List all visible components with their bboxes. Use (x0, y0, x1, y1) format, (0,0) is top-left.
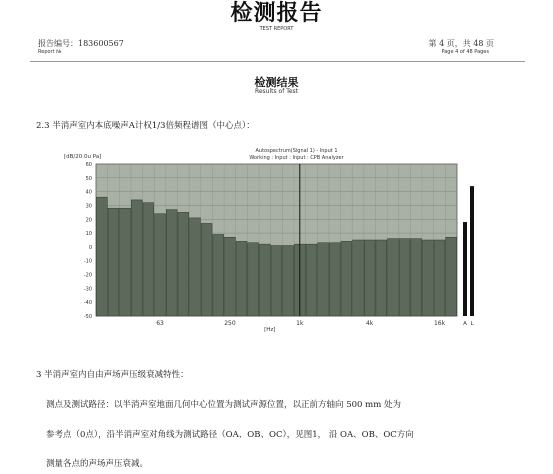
spectrum-bar (190, 218, 201, 316)
item-2-3-heading: 2.3 半消声室内本底噪声A计权1/3倍频程谱图（中心点）： (36, 121, 255, 131)
spectrum-bar (364, 240, 375, 316)
y-tick-label: -50 (83, 314, 92, 320)
spectrum-bar (422, 240, 433, 316)
report-number: 报告编号：183600567 (38, 39, 124, 48)
spectrum-bar (96, 197, 107, 316)
y-tick-label: -30 (83, 286, 92, 293)
spectrum-bar (236, 241, 247, 316)
y-axis-label: [dB/20.0u Pa] (64, 154, 102, 160)
x-tick-label: 250 (224, 320, 236, 327)
spectrum-bar (213, 234, 224, 316)
spectrum-bar (108, 208, 119, 316)
x-tick-label: 1k (296, 320, 304, 327)
report-title: 检测报告 (230, 0, 323, 26)
item-3-heading: 3 半消声室内自由声场声压级衰减特性： (36, 370, 189, 380)
spectrum-bar (155, 214, 166, 316)
spectrum-bar (201, 223, 212, 316)
spectrum-bar (376, 240, 387, 316)
spectrum-bar (411, 239, 422, 316)
y-tick-label: 60 (85, 162, 92, 168)
linear-total-bar (470, 186, 474, 316)
spectrum-bar (283, 246, 294, 316)
page-number: 第 4 页，共 48 页 (428, 39, 494, 48)
report-subtitle: TEST REPORT (259, 26, 294, 32)
spectrum-bar (318, 243, 329, 316)
report-number-en: Report № (38, 49, 62, 55)
spectrum-bar (306, 244, 317, 316)
y-tick-label: 10 (85, 231, 92, 238)
spectrum-bar (248, 243, 259, 316)
chart-subtitle: Working : Input : Input : CPB Analyzer (249, 155, 344, 161)
spectrum-bar (120, 208, 131, 316)
y-tick-label: 0 (88, 244, 92, 251)
y-tick-label: 50 (85, 175, 92, 182)
a-weighted-total-bar (463, 222, 467, 316)
summary-label: A (463, 321, 467, 327)
spectrum-bar (341, 241, 352, 316)
spectrum-bar (224, 237, 235, 316)
chart-title: Autospectrum(Signal 1) - Input 1 (255, 148, 338, 154)
x-tick-label: 4k (366, 320, 374, 327)
y-tick-label: 20 (85, 217, 92, 224)
spectrum-bar (446, 237, 457, 316)
x-axis-label: [Hz] (264, 327, 276, 333)
section-title: 检测结果 (254, 76, 299, 89)
spectrum-bar (143, 203, 154, 316)
spectrum-bar (388, 239, 399, 316)
y-tick-label: -40 (83, 300, 92, 307)
y-tick-label: 30 (85, 203, 92, 210)
summary-label: L (470, 321, 474, 327)
spectrum-bar (166, 210, 177, 316)
spectrum-bar (329, 243, 340, 316)
paragraph-line-3: 测量各点的声场声压衰减。 (46, 459, 149, 469)
spectrum-bar (434, 240, 445, 316)
paragraph-line-1: 测点及测试路径：以半消声室地面几何中心位置为测试声源位置，以正前方轴向 500 mm 处为 (46, 400, 401, 410)
y-tick-label: -20 (83, 272, 92, 279)
spectrum-bar (178, 212, 189, 316)
spectrum-bar (131, 200, 142, 316)
x-tick-label: 16k (433, 320, 446, 327)
y-tick-label: -10 (83, 258, 92, 265)
spectrum-bar (271, 246, 282, 316)
section-subtitle: Results of Test (254, 88, 299, 95)
spectrum-bar (399, 239, 410, 316)
spectrum-bar (259, 244, 270, 316)
x-tick-label: 63 (156, 320, 164, 327)
spectrum-bar (353, 240, 364, 316)
page-number-en: Page 4 of 48 Pages (441, 49, 489, 55)
paragraph-line-2: 参考点（0点），沿半消声室对角线为测试路径（OA、OB、OC），见图1， 沿 OA、OB、OC方向 (46, 430, 414, 440)
y-tick-label: 40 (85, 189, 92, 196)
